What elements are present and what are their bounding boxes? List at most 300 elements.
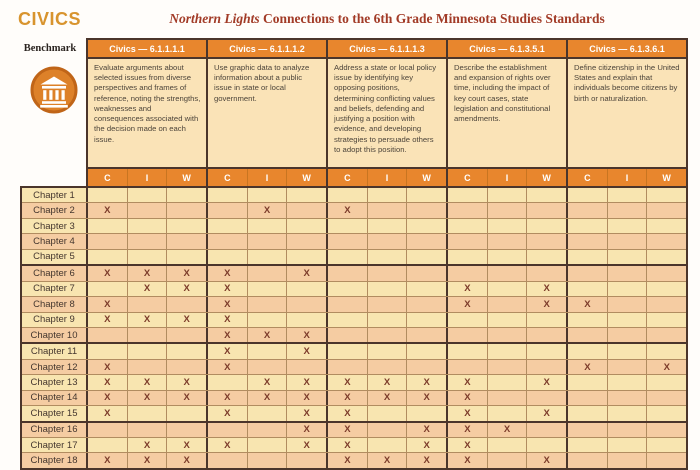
- mark-cell-empty: [448, 266, 488, 280]
- mark-cell-x: X: [88, 406, 128, 420]
- standard-code-cell: Civics — 6.1.3.5.1: [448, 40, 568, 57]
- mark-cell-empty: [527, 344, 568, 358]
- chapter-label: Chapter 7: [22, 282, 88, 296]
- mark-cell-empty: [647, 219, 686, 233]
- mark-cell-empty: [488, 282, 528, 296]
- ciw-header-cell: W: [527, 169, 566, 186]
- table-row: [22, 375, 686, 390]
- mark-cell-empty: [368, 188, 408, 202]
- mark-cell-empty: [488, 219, 528, 233]
- mark-cell-x: X: [328, 406, 368, 420]
- mark-cell-x: X: [407, 391, 448, 405]
- mark-cell-x: X: [167, 282, 208, 296]
- mark-cell-empty: [488, 328, 528, 342]
- mark-cell-empty: [608, 203, 648, 217]
- mark-cell-empty: [407, 203, 448, 217]
- mark-cell-empty: [527, 328, 568, 342]
- mark-cell-empty: [248, 313, 288, 327]
- mark-cell-x: X: [568, 297, 608, 311]
- mark-cell-x: X: [328, 391, 368, 405]
- mark-cell-empty: [287, 250, 328, 264]
- table-row: [22, 297, 686, 312]
- mark-cell-x: X: [208, 266, 248, 280]
- mark-cell-empty: [488, 203, 528, 217]
- mark-cell-x: X: [167, 313, 208, 327]
- mark-cell-empty: [647, 423, 686, 437]
- mark-cell-empty: [527, 266, 568, 280]
- mark-cell-empty: [248, 423, 288, 437]
- mark-cell-x: X: [448, 375, 488, 389]
- mark-cell-empty: [328, 188, 368, 202]
- mark-cell-x: X: [208, 406, 248, 420]
- mark-cell-x: X: [88, 297, 128, 311]
- mark-cell-empty: [407, 219, 448, 233]
- mark-cell-empty: [568, 438, 608, 452]
- mark-cell-empty: [407, 188, 448, 202]
- mark-cell-empty: [568, 313, 608, 327]
- mark-cell-x: X: [287, 438, 328, 452]
- mark-cell-empty: [568, 406, 608, 420]
- mark-cell-empty: [448, 360, 488, 374]
- mark-cell-empty: [88, 423, 128, 437]
- mark-cell-empty: [488, 438, 528, 452]
- mark-cell-x: X: [328, 453, 368, 467]
- mark-cell-empty: [328, 219, 368, 233]
- mark-cell-empty: [248, 344, 288, 358]
- mark-cell-x: X: [248, 391, 288, 405]
- standards-code-row: [88, 40, 686, 57]
- mark-cell-empty: [647, 250, 686, 264]
- ciw-header-cell: I: [608, 169, 648, 186]
- mark-cell-x: X: [527, 453, 568, 467]
- mark-cell-empty: [448, 328, 488, 342]
- mark-cell-empty: [167, 344, 208, 358]
- mark-cell-empty: [488, 297, 528, 311]
- mark-cell-x: X: [448, 282, 488, 296]
- mark-cell-empty: [647, 391, 686, 405]
- mark-cell-empty: [488, 188, 528, 202]
- mark-cell-x: X: [368, 391, 408, 405]
- mark-cell-empty: [527, 360, 568, 374]
- mark-cell-x: X: [208, 297, 248, 311]
- mark-cell-empty: [128, 234, 168, 248]
- page-title: [86, 11, 688, 27]
- mark-cell-empty: [248, 250, 288, 264]
- chapter-label: Chapter 1: [22, 188, 88, 202]
- chapter-label: Chapter 13: [22, 375, 88, 389]
- mark-cell-empty: [328, 313, 368, 327]
- mark-cell-empty: [167, 297, 208, 311]
- mark-cell-empty: [647, 375, 686, 389]
- mark-cell-empty: [287, 203, 328, 217]
- mark-cell-empty: [568, 423, 608, 437]
- mark-cell-empty: [568, 266, 608, 280]
- mark-cell-empty: [647, 406, 686, 420]
- mark-cell-empty: [647, 453, 686, 467]
- table-row: [22, 391, 686, 406]
- ciw-header-cell: C: [328, 169, 368, 186]
- mark-cell-empty: [608, 453, 648, 467]
- mark-cell-empty: [368, 360, 408, 374]
- mark-cell-x: X: [328, 375, 368, 389]
- chapter-label: Chapter 10: [22, 328, 88, 342]
- table-row: [22, 438, 686, 453]
- table-row: [22, 313, 686, 328]
- mark-cell-x: X: [88, 453, 128, 467]
- mark-cell-empty: [608, 188, 648, 202]
- mark-cell-empty: [448, 203, 488, 217]
- mark-cell-empty: [208, 423, 248, 437]
- mark-cell-empty: [608, 360, 648, 374]
- mark-cell-empty: [488, 344, 528, 358]
- mark-cell-x: X: [287, 266, 328, 280]
- mark-cell-x: X: [208, 438, 248, 452]
- mark-cell-empty: [608, 313, 648, 327]
- civics-logo: CIVICS: [18, 9, 82, 29]
- mark-cell-x: X: [328, 203, 368, 217]
- mark-cell-empty: [88, 250, 128, 264]
- mark-cell-empty: [328, 266, 368, 280]
- ciw-group: [448, 169, 568, 186]
- mark-cell-empty: [488, 250, 528, 264]
- mark-cell-empty: [608, 423, 648, 437]
- mark-cell-x: X: [448, 438, 488, 452]
- mark-cell-empty: [248, 406, 288, 420]
- mark-cell-empty: [248, 297, 288, 311]
- mark-cell-empty: [608, 344, 648, 358]
- mark-cell-empty: [448, 250, 488, 264]
- mark-cell-empty: [568, 219, 608, 233]
- mark-cell-x: X: [368, 375, 408, 389]
- mark-cell-empty: [647, 344, 686, 358]
- mark-cell-empty: [368, 297, 408, 311]
- mark-cell-x: X: [368, 453, 408, 467]
- mark-cell-empty: [608, 375, 648, 389]
- mark-cell-empty: [328, 344, 368, 358]
- mark-cell-empty: [488, 391, 528, 405]
- mark-cell-x: X: [208, 391, 248, 405]
- standard-description-cell: Evaluate arguments about selected issues from diverse perspectives and frames of reference, noting the strengths, weaknesses and consequences associated with the decision made on each issue.: [88, 59, 208, 167]
- mark-cell-empty: [128, 297, 168, 311]
- mark-cell-empty: [248, 438, 288, 452]
- mark-cell-empty: [167, 423, 208, 437]
- mark-cell-empty: [208, 453, 248, 467]
- standard-code-cell: Civics — 6.1.1.1.3: [328, 40, 448, 57]
- ciw-header-cell: C: [568, 169, 608, 186]
- mark-cell-empty: [407, 406, 448, 420]
- mark-cell-x: X: [527, 282, 568, 296]
- chapter-label: Chapter 9: [22, 313, 88, 327]
- mark-cell-empty: [647, 438, 686, 452]
- ciw-group: [328, 169, 448, 186]
- mark-cell-empty: [407, 250, 448, 264]
- mark-cell-empty: [128, 328, 168, 342]
- mark-cell-empty: [167, 360, 208, 374]
- mark-cell-empty: [368, 328, 408, 342]
- mark-cell-empty: [287, 360, 328, 374]
- mark-cell-x: X: [208, 328, 248, 342]
- ciw-header-cell: W: [407, 169, 446, 186]
- standard-code-cell: Civics — 6.1.1.1.1: [88, 40, 208, 57]
- mark-cell-empty: [527, 250, 568, 264]
- mark-cell-empty: [608, 391, 648, 405]
- mark-cell-x: X: [128, 282, 168, 296]
- mark-cell-x: X: [88, 391, 128, 405]
- mark-cell-empty: [287, 219, 328, 233]
- mark-cell-empty: [248, 453, 288, 467]
- mark-cell-empty: [208, 250, 248, 264]
- mark-cell-empty: [208, 188, 248, 202]
- mark-cell-x: X: [448, 406, 488, 420]
- mark-cell-empty: [527, 391, 568, 405]
- ciw-header-cell: C: [448, 169, 488, 186]
- mark-cell-empty: [407, 328, 448, 342]
- mark-cell-empty: [248, 219, 288, 233]
- mark-cell-empty: [88, 188, 128, 202]
- mark-cell-empty: [248, 360, 288, 374]
- mark-cell-empty: [88, 344, 128, 358]
- standard-description-cell: Define citizenship in the United States and explain that individuals become citizens by birth or naturalization.: [568, 59, 686, 167]
- mark-cell-empty: [568, 250, 608, 264]
- mark-cell-x: X: [248, 328, 288, 342]
- page-title-rest: Connections to the 6th Grade Minnesota Studies Standards: [259, 11, 605, 26]
- standard-description-cell: Address a state or local policy issue by identifying key opposing positions, determining conflicting values and beliefs, defending and justifying a position with evidence, and developing strategies to persuade others to adopt this position.: [328, 59, 448, 167]
- mark-cell-empty: [208, 375, 248, 389]
- mark-cell-empty: [287, 188, 328, 202]
- mark-cell-x: X: [448, 297, 488, 311]
- ciw-header-cell: W: [167, 169, 206, 186]
- mark-cell-empty: [568, 375, 608, 389]
- mark-cell-empty: [407, 266, 448, 280]
- mark-cell-empty: [568, 344, 608, 358]
- ciw-group: [568, 169, 686, 186]
- mark-cell-x: X: [88, 375, 128, 389]
- mark-cell-empty: [527, 423, 568, 437]
- mark-cell-empty: [608, 297, 648, 311]
- mark-cell-empty: [647, 203, 686, 217]
- table-row: [22, 188, 686, 203]
- mark-cell-empty: [167, 203, 208, 217]
- ciw-header-cell: C: [208, 169, 248, 186]
- mark-cell-empty: [488, 234, 528, 248]
- mark-cell-x: X: [328, 438, 368, 452]
- mark-cell-empty: [407, 234, 448, 248]
- ciw-header-cell: W: [647, 169, 686, 186]
- mark-cell-empty: [407, 297, 448, 311]
- mark-cell-x: X: [527, 406, 568, 420]
- mark-cell-empty: [488, 313, 528, 327]
- mark-cell-empty: [368, 282, 408, 296]
- mark-cell-empty: [328, 282, 368, 296]
- mark-cell-empty: [248, 188, 288, 202]
- mark-cell-empty: [488, 360, 528, 374]
- mark-cell-x: X: [287, 344, 328, 358]
- mark-cell-empty: [128, 188, 168, 202]
- mark-cell-empty: [287, 453, 328, 467]
- table-row: [22, 203, 686, 218]
- mark-cell-empty: [128, 360, 168, 374]
- mark-cell-x: X: [407, 438, 448, 452]
- chapter-label: Chapter 16: [22, 423, 88, 437]
- table-row: [22, 423, 686, 438]
- ciw-header-cell: C: [88, 169, 128, 186]
- mark-cell-empty: [167, 406, 208, 420]
- mark-cell-empty: [368, 203, 408, 217]
- mark-cell-empty: [248, 266, 288, 280]
- mark-cell-x: X: [488, 423, 528, 437]
- mark-cell-empty: [527, 313, 568, 327]
- mark-cell-x: X: [407, 423, 448, 437]
- mark-cell-empty: [208, 219, 248, 233]
- mark-cell-empty: [527, 234, 568, 248]
- mark-cell-empty: [608, 250, 648, 264]
- mark-cell-x: X: [167, 266, 208, 280]
- mark-cell-empty: [128, 406, 168, 420]
- mark-cell-empty: [488, 406, 528, 420]
- mark-cell-empty: [128, 423, 168, 437]
- mark-cell-empty: [568, 391, 608, 405]
- mark-cell-x: X: [407, 375, 448, 389]
- mark-cell-x: X: [208, 282, 248, 296]
- mark-cell-x: X: [448, 453, 488, 467]
- mark-cell-empty: [608, 328, 648, 342]
- mark-cell-empty: [368, 313, 408, 327]
- mark-cell-empty: [287, 282, 328, 296]
- standard-code-cell: Civics — 6.1.1.1.2: [208, 40, 328, 57]
- standard-code-cell: Civics — 6.1.3.6.1: [568, 40, 686, 57]
- mark-cell-empty: [448, 344, 488, 358]
- mark-cell-empty: [287, 234, 328, 248]
- mark-cell-empty: [167, 188, 208, 202]
- mark-cell-empty: [88, 219, 128, 233]
- mark-cell-empty: [647, 313, 686, 327]
- mark-cell-empty: [407, 344, 448, 358]
- mark-cell-x: X: [527, 375, 568, 389]
- mark-cell-x: X: [287, 423, 328, 437]
- mark-cell-empty: [368, 344, 408, 358]
- chapter-label: Chapter 14: [22, 391, 88, 405]
- mark-cell-x: X: [128, 438, 168, 452]
- mark-cell-empty: [448, 234, 488, 248]
- chapter-label: Chapter 18: [22, 453, 88, 467]
- mark-cell-empty: [128, 219, 168, 233]
- benchmark-label: Benchmark: [23, 43, 77, 54]
- chapter-label: Chapter 2: [22, 203, 88, 217]
- mark-cell-empty: [88, 438, 128, 452]
- mark-cell-empty: [368, 219, 408, 233]
- mark-cell-empty: [647, 188, 686, 202]
- table-row: [22, 360, 686, 375]
- standard-description-cell: Describe the establishment and expansion of rights over time, including the impact of key court cases, state legislation and constitutional amendments.: [448, 59, 568, 167]
- mark-cell-x: X: [407, 453, 448, 467]
- mark-cell-x: X: [88, 203, 128, 217]
- government-building-icon: [30, 66, 78, 114]
- table-row: [22, 453, 686, 467]
- mark-cell-empty: [608, 266, 648, 280]
- mark-cell-empty: [328, 328, 368, 342]
- mark-cell-empty: [328, 297, 368, 311]
- mark-cell-x: X: [448, 391, 488, 405]
- mark-cell-empty: [647, 328, 686, 342]
- table-row: [22, 406, 686, 422]
- chapter-label: Chapter 17: [22, 438, 88, 452]
- chapter-label: Chapter 6: [22, 266, 88, 280]
- mark-cell-x: X: [128, 375, 168, 389]
- mark-cell-empty: [608, 282, 648, 296]
- mark-cell-x: X: [208, 360, 248, 374]
- mark-cell-empty: [208, 234, 248, 248]
- chapter-label: Chapter 11: [22, 344, 88, 358]
- mark-cell-empty: [368, 266, 408, 280]
- mark-cell-empty: [448, 188, 488, 202]
- mark-cell-empty: [608, 406, 648, 420]
- ciw-group: [208, 169, 328, 186]
- mark-cell-empty: [527, 203, 568, 217]
- table-row: [22, 250, 686, 266]
- mark-cell-empty: [488, 266, 528, 280]
- mark-cell-empty: [647, 266, 686, 280]
- mark-cell-empty: [328, 250, 368, 264]
- mark-cell-x: X: [88, 266, 128, 280]
- mark-cell-x: X: [328, 423, 368, 437]
- mark-cell-empty: [568, 328, 608, 342]
- mark-cell-x: X: [287, 406, 328, 420]
- mark-cell-empty: [368, 406, 408, 420]
- mark-cell-x: X: [208, 344, 248, 358]
- mark-cell-empty: [167, 250, 208, 264]
- chapter-label: Chapter 12: [22, 360, 88, 374]
- table-row: [22, 219, 686, 234]
- mark-cell-empty: [608, 219, 648, 233]
- mark-cell-empty: [167, 219, 208, 233]
- standard-description-cell: Use graphic data to analyze information about a public issue in state or local government.: [208, 59, 328, 167]
- mark-cell-empty: [647, 282, 686, 296]
- mark-cell-empty: [527, 438, 568, 452]
- mark-cell-empty: [287, 313, 328, 327]
- chapter-label: Chapter 8: [22, 297, 88, 311]
- mark-cell-empty: [608, 438, 648, 452]
- mark-cell-empty: [248, 282, 288, 296]
- mark-cell-x: X: [128, 266, 168, 280]
- mark-cell-empty: [527, 219, 568, 233]
- mark-cell-x: X: [287, 375, 328, 389]
- mark-cell-empty: [368, 250, 408, 264]
- mark-cell-empty: [407, 282, 448, 296]
- ciw-header-cell: I: [128, 169, 168, 186]
- ciw-header-cell: I: [488, 169, 528, 186]
- mark-cell-empty: [328, 234, 368, 248]
- ciw-header-cell: W: [287, 169, 326, 186]
- mark-cell-x: X: [448, 423, 488, 437]
- mark-cell-empty: [568, 188, 608, 202]
- chapter-label: Chapter 4: [22, 234, 88, 248]
- mark-cell-empty: [287, 297, 328, 311]
- mark-cell-x: X: [167, 453, 208, 467]
- mark-cell-empty: [248, 234, 288, 248]
- mark-cell-x: X: [663, 361, 670, 373]
- standards-header-block: [86, 38, 688, 188]
- mark-cell-empty: [448, 219, 488, 233]
- mark-cell-empty: [407, 313, 448, 327]
- mark-cell-empty: [527, 188, 568, 202]
- mark-cell-empty: [448, 313, 488, 327]
- mark-cell-empty: [407, 360, 448, 374]
- mark-cell-empty: [128, 250, 168, 264]
- chapter-label: Chapter 5: [22, 250, 88, 264]
- mark-cell-empty: [568, 453, 608, 467]
- mark-cell-empty: [167, 234, 208, 248]
- mark-cell-empty: [88, 234, 128, 248]
